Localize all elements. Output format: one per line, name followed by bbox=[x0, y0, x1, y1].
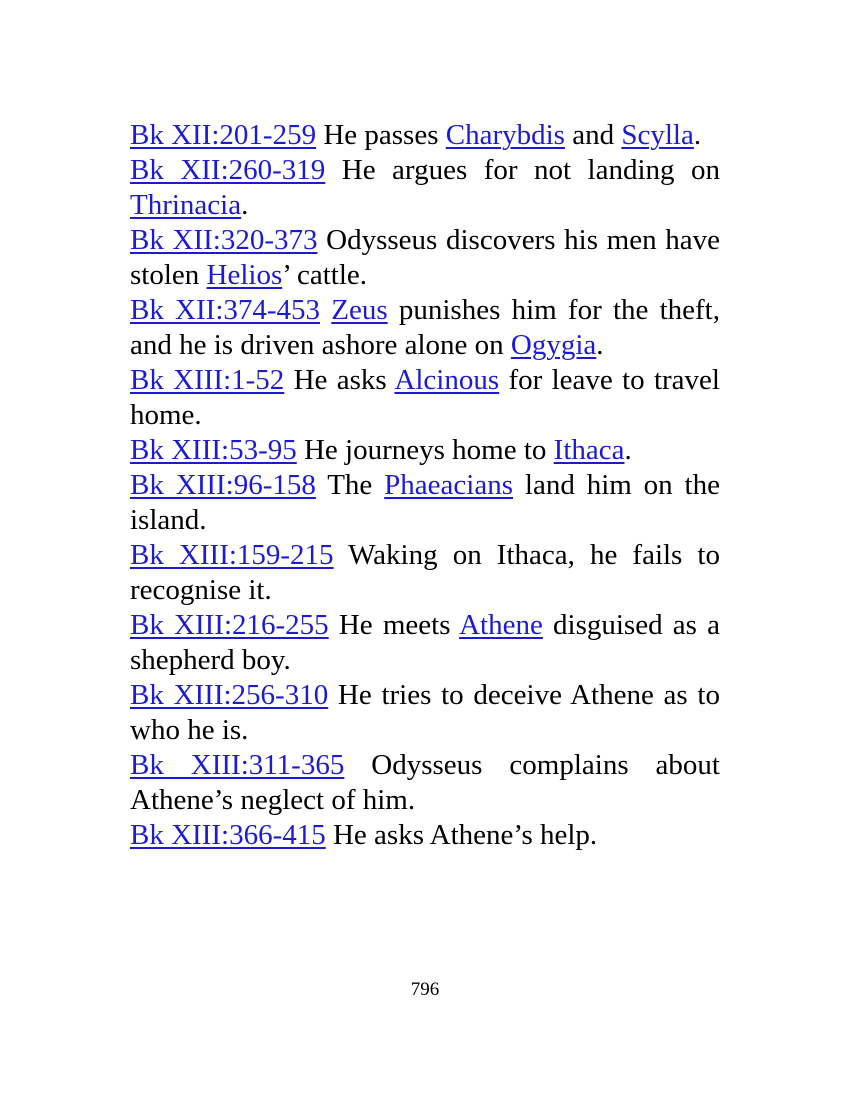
entry-paragraph bbox=[130, 538, 720, 608]
book-reference-link[interactable]: Bk XIII:256-310 bbox=[130, 679, 329, 711]
name-link[interactable]: Alcinous bbox=[394, 364, 500, 396]
entry-paragraph bbox=[130, 608, 720, 678]
book-reference-link[interactable]: Bk XIII:311-365 bbox=[130, 749, 345, 781]
entry-text: Odysseus discovers his men have stolen bbox=[130, 224, 720, 291]
entry-text: and bbox=[564, 119, 622, 151]
entry-text: . bbox=[693, 119, 702, 151]
entry-text: for leave to travel home. bbox=[130, 364, 720, 431]
entry-paragraph bbox=[130, 118, 720, 153]
name-link[interactable]: Helios bbox=[206, 259, 283, 291]
entry-text: . bbox=[241, 189, 249, 221]
entry-text: He journeys home to bbox=[296, 434, 554, 466]
entry-text: . bbox=[596, 329, 604, 361]
entry-paragraph bbox=[130, 678, 720, 748]
entry-list bbox=[130, 118, 720, 853]
entry-text bbox=[320, 294, 331, 326]
book-reference-link[interactable]: Bk XIII:1-52 bbox=[130, 364, 285, 396]
name-link[interactable]: Charybdis bbox=[445, 119, 565, 151]
name-link[interactable]: Zeus bbox=[331, 294, 388, 326]
book-reference-link[interactable]: Bk XII:201-259 bbox=[130, 119, 317, 151]
book-reference-link[interactable]: Bk XII:260-319 bbox=[130, 154, 326, 186]
entry-text: He passes bbox=[316, 119, 446, 151]
book-reference-link[interactable]: Bk XII:374-453 bbox=[130, 294, 321, 326]
book-reference-link[interactable]: Bk XIII:53-95 bbox=[130, 434, 297, 466]
name-link[interactable]: Scylla bbox=[621, 119, 694, 151]
entry-paragraph bbox=[130, 468, 720, 538]
entry-text: He argues for not landing on bbox=[325, 154, 720, 186]
book-reference-link[interactable]: Bk XIII:159-215 bbox=[130, 539, 334, 571]
entry-paragraph bbox=[130, 748, 720, 818]
name-link[interactable]: Ogygia bbox=[510, 329, 597, 361]
entry-text: He asks Athene’s help. bbox=[325, 819, 598, 851]
name-link[interactable]: Athene bbox=[459, 609, 543, 641]
entry-text: Odysseus complains about Athene’s neglect of him. bbox=[130, 749, 720, 816]
book-reference-link[interactable]: Bk XIII:366-415 bbox=[130, 819, 326, 851]
entry-text: Waking on Ithaca, he fails to recognise it. bbox=[130, 539, 720, 606]
entry-paragraph bbox=[130, 363, 720, 433]
entry-text: He asks bbox=[284, 364, 395, 396]
entry-text: land him on the island. bbox=[130, 469, 720, 536]
entry-paragraph bbox=[130, 223, 720, 293]
entry-paragraph bbox=[130, 433, 720, 468]
entry-text: The bbox=[315, 469, 385, 501]
entry-text: ’ cattle. bbox=[282, 259, 368, 291]
name-link[interactable]: Phaeacians bbox=[384, 469, 514, 501]
entry-text: He tries to deceive Athene as to who he is. bbox=[130, 679, 720, 746]
entry-text: . bbox=[624, 434, 632, 466]
book-reference-link[interactable]: Bk XIII:216-255 bbox=[130, 609, 329, 641]
entry-paragraph bbox=[130, 153, 720, 223]
entry-text: disguised as a shepherd boy. bbox=[130, 609, 720, 676]
name-link[interactable]: Ithaca bbox=[553, 434, 625, 466]
name-link[interactable]: Thrinacia bbox=[130, 189, 242, 221]
book-reference-link[interactable]: Bk XII:320-373 bbox=[130, 224, 318, 256]
page-number: 796 bbox=[410, 979, 440, 1000]
entry-paragraph bbox=[130, 293, 720, 363]
book-reference-link[interactable]: Bk XIII:96-158 bbox=[130, 469, 316, 501]
entry-text: He meets bbox=[328, 609, 460, 641]
entry-paragraph bbox=[130, 818, 720, 853]
entry-text: punishes him for the theft, and he is driven ashore alone on bbox=[130, 294, 720, 361]
